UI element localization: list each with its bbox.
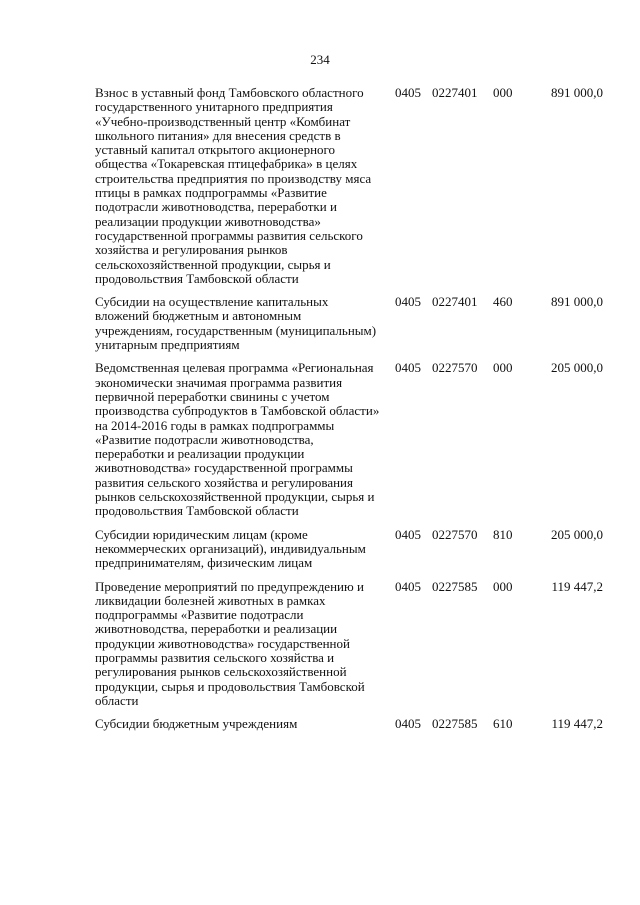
row-target-code: 0227401 [432,85,478,100]
row-target-code: 0227585 [432,578,478,594]
page-number: 234 [310,52,330,67]
table-row [95,295,607,352]
row-name: Субсидии бюджетным учреждениям [95,716,298,732]
row-section-code: 0405 [395,294,421,310]
row-section-code: 0405 [395,360,421,376]
row-amount: 119 447,2 [551,716,603,732]
row-target-code: 0227401 [432,294,478,310]
row-amount: 205 000,0 [551,526,603,542]
row-section-code: 0405 [395,716,421,732]
table-row [95,86,607,286]
table-row [95,528,607,571]
row-section-code: 0405 [395,578,421,594]
row-expense-type: 610 [493,716,513,732]
row-amount: 119 447,2 [551,578,603,594]
table-row [95,361,607,518]
row-name: Взнос в уставный фонд Тамбовского областного государственного унитарного предприятия «Учебно-производственный центр «Комбинат школьного питания» для внесения средств в уставный капитал открытого акционерного общества «Токаревская птицефабрика» в целях строительства предприятия по производству мяса птицы в рамках подпрограммы «Развитие подотрасли животноводства, переработки и реализации продукции животноводства» государственной программы развития сельского хозяйства и регулирования рынков сельскохозяйственной продукции, сырья и продовольствия Тамбовской области [95,85,372,286]
row-name: Проведение мероприятий по предупреждению и ликвидации болезней животных в рамках подпрограммы «Развитие подотрасли животноводства, переработки и реализации продукции животноводства» государственной программы развития сельского хозяйства и регулирования рынков сельскохозяйственной продукции, сырья и продовольствия Тамбовской области [95,578,365,708]
row-expense-type: 460 [493,294,513,310]
row-amount: 891 000,0 [551,294,603,310]
row-expense-type: 000 [493,360,513,376]
row-section-code: 0405 [395,526,421,542]
row-target-code: 0227585 [432,716,478,732]
row-name: Ведомственная целевая программа «Региональная экономически значимая программа развития первичной переработки свинины с учетом производства субпродуктов в Тамбовской области» на 2014-2016 годы в рамках подпрограммы «Развитие подотрасли животноводства, переработки и реализации продукции животноводства» государственной программы развития сельского хозяйства и регулирования рынков сельскохозяйственной продукции, сырья и продовольствия Тамбовской области [95,360,380,519]
budget-table [95,86,607,740]
row-expense-type: 000 [493,578,513,594]
table-row [95,580,607,709]
row-name: Субсидии юридическим лицам (кроме некоммерческих организаций), индивидуальным предпринимателям, физическим лицам [95,526,366,571]
row-name: Субсидии на осуществление капитальных вложений бюджетным и автономным учреждениям, государственным (муниципальным) унитарным предприятиям [95,294,377,353]
table-row [95,717,607,731]
row-amount: 891 000,0 [551,85,603,100]
row-target-code: 0227570 [432,526,478,542]
row-amount: 205 000,0 [551,360,603,376]
row-section-code: 0405 [395,85,421,100]
row-expense-type: 810 [493,526,513,542]
row-target-code: 0227570 [432,360,478,376]
row-expense-type: 000 [493,85,513,100]
